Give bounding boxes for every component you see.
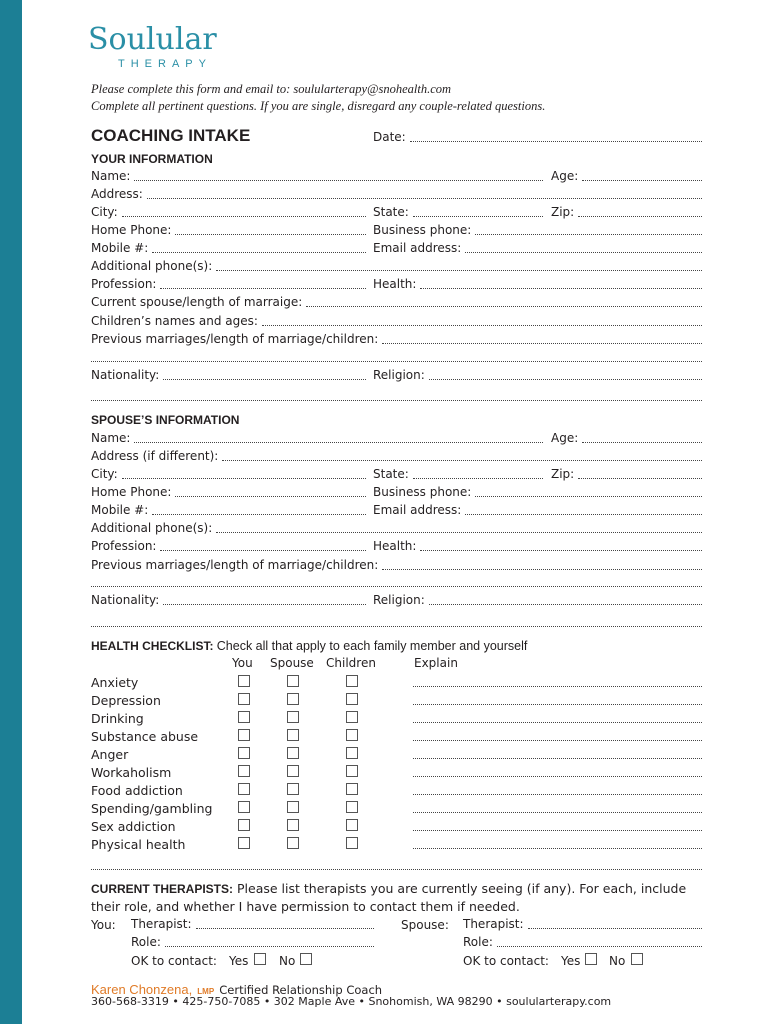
spouse-previous-marriages-label: Previous marriages/length of marriage/children:	[91, 558, 379, 572]
you-role-field[interactable]	[131, 935, 374, 950]
children-checkbox[interactable]	[346, 711, 358, 723]
children-checkbox[interactable]	[346, 801, 358, 813]
your-business-phone-field[interactable]	[373, 223, 702, 238]
you-checkbox[interactable]	[238, 837, 250, 849]
you-checkbox[interactable]	[238, 675, 250, 687]
col-spouse-header: Spouse	[270, 656, 314, 670]
condition-label: Depression	[91, 693, 161, 708]
section-divider	[91, 869, 702, 870]
your-zip-field[interactable]	[551, 205, 702, 220]
your-religion-label: Religion:	[373, 368, 425, 382]
you-ok-contact-label: OK to contact:	[131, 954, 217, 968]
condition-label: Physical health	[91, 837, 186, 852]
spouse-health-field[interactable]	[373, 539, 702, 554]
spouse-profession-field[interactable]	[91, 539, 366, 554]
spouse-name-field[interactable]	[91, 431, 543, 446]
spouse-address-label: Address (if different):	[91, 449, 219, 463]
your-previous-marriages-field[interactable]	[91, 332, 702, 347]
you-checkbox[interactable]	[238, 819, 250, 831]
your-address-label: Address:	[91, 187, 143, 201]
spouse-state-label: State:	[373, 467, 409, 481]
spouse-religion-field[interactable]	[373, 593, 702, 608]
spouse-business-phone-label: Business phone:	[373, 485, 472, 499]
spouse-checkbox[interactable]	[287, 729, 299, 741]
intro-line-2: Complete all pertinent questions. If you are single, disregard any couple-related questions.	[91, 99, 546, 113]
your-state-field[interactable]	[373, 205, 543, 220]
spouse-nationality-label: Nationality:	[91, 593, 160, 607]
side-accent-bar	[0, 0, 22, 1024]
your-mobile-field[interactable]	[91, 241, 366, 256]
condition-label: Drinking	[91, 711, 144, 726]
you-checkbox[interactable]	[238, 693, 250, 705]
spouse-additional-phone-label: Additional phone(s):	[91, 521, 213, 535]
explain-line[interactable]	[413, 722, 702, 723]
you-no-checkbox[interactable]	[300, 953, 312, 965]
you-no-label: No	[279, 954, 296, 968]
spouse-info-heading: SPOUSE’S INFORMATION	[91, 413, 240, 427]
your-zip-label: Zip:	[551, 205, 575, 219]
you-checkbox[interactable]	[238, 783, 250, 795]
children-checkbox[interactable]	[346, 765, 358, 777]
you-checkbox[interactable]	[238, 711, 250, 723]
you-role-label: Role:	[131, 935, 161, 949]
your-age-field[interactable]	[551, 169, 702, 184]
spouse-ok-contact-label: OK to contact:	[463, 954, 549, 968]
children-checkbox[interactable]	[346, 783, 358, 795]
your-city-field[interactable]	[91, 205, 366, 220]
spouse-religion-label: Religion:	[373, 593, 425, 607]
spouse-age-field[interactable]	[551, 431, 702, 446]
your-address-field[interactable]	[91, 187, 702, 202]
spouse-email-label: Email address:	[373, 503, 462, 517]
your-nationality-label: Nationality:	[91, 368, 160, 382]
spouse-checkbox[interactable]	[287, 819, 299, 831]
children-checkbox[interactable]	[346, 693, 358, 705]
your-home-phone-field[interactable]	[91, 223, 366, 238]
date-field[interactable]	[373, 130, 702, 145]
explain-line[interactable]	[413, 848, 702, 849]
spouse-business-phone-field[interactable]	[373, 485, 702, 500]
spouse-address-field[interactable]	[91, 449, 702, 464]
children-checkbox[interactable]	[346, 747, 358, 759]
condition-label: Sex addiction	[91, 819, 176, 834]
your-name-field[interactable]	[91, 169, 543, 184]
spouse-no-checkbox[interactable]	[631, 953, 643, 965]
spouse-zip-label: Zip:	[551, 467, 575, 481]
children-checkbox[interactable]	[346, 819, 358, 831]
section-divider	[91, 400, 702, 401]
your-previous-extra-line[interactable]	[91, 361, 702, 362]
spouse-profession-label: Profession:	[91, 539, 157, 553]
your-email-field[interactable]	[373, 241, 702, 256]
your-info-heading: YOUR INFORMATION	[91, 152, 213, 166]
spouse-checkbox[interactable]	[287, 837, 299, 849]
spouse-email-field[interactable]	[373, 503, 702, 518]
footer-title: Certified Relationship Coach	[219, 983, 383, 997]
health-checklist-heading	[91, 639, 527, 653]
soulular-logo	[88, 22, 218, 74]
condition-label: Anger	[91, 747, 129, 762]
spouse-therapist-field[interactable]	[463, 917, 702, 932]
logo-sub-text: THERAPY	[118, 58, 212, 70]
footer-contact: 360-568-3319 • 425-750-7085 • 302 Maple Ave • Snohomish, WA 98290 • soulularterapy.com	[91, 995, 612, 1008]
spouse-mobile-label: Mobile #:	[91, 503, 149, 517]
spouse-therapist-label: Therapist:	[463, 917, 524, 931]
your-nationality-field[interactable]	[91, 368, 366, 383]
your-business-phone-label: Business phone:	[373, 223, 472, 237]
spouse-mobile-field[interactable]	[91, 503, 366, 518]
your-profession-label: Profession:	[91, 277, 157, 291]
your-email-label: Email address:	[373, 241, 462, 255]
your-mobile-label: Mobile #:	[91, 241, 149, 255]
spouse-home-phone-field[interactable]	[91, 485, 366, 500]
condition-label: Food addiction	[91, 783, 183, 798]
your-profession-field[interactable]	[91, 277, 366, 292]
you-label: You:	[91, 918, 116, 932]
your-name-label: Name:	[91, 169, 131, 183]
page-title: COACHING INTAKE	[91, 126, 251, 145]
spouse-nationality-field[interactable]	[91, 593, 366, 608]
spouse-checkbox[interactable]	[287, 693, 299, 705]
your-children-field[interactable]	[91, 314, 702, 329]
spouse-previous-extra-line[interactable]	[91, 586, 702, 587]
spouse-yes-label: Yes	[561, 954, 581, 968]
spouse-zip-field[interactable]	[551, 467, 702, 482]
your-spouse-length-label: Current spouse/length of marraige:	[91, 295, 303, 309]
you-therapist-field[interactable]	[131, 917, 374, 932]
your-health-label: Health:	[373, 277, 417, 291]
therapists-intro	[91, 880, 702, 916]
condition-label: Substance abuse	[91, 729, 199, 744]
you-checkbox[interactable]	[238, 801, 250, 813]
spouse-checkbox[interactable]	[287, 801, 299, 813]
spouse-age-label: Age:	[551, 431, 579, 445]
explain-line[interactable]	[413, 794, 702, 795]
you-checkbox[interactable]	[238, 729, 250, 741]
spouse-checkbox[interactable]	[287, 711, 299, 723]
explain-line[interactable]	[413, 830, 702, 831]
spouse-checkbox[interactable]	[287, 783, 299, 795]
section-divider	[91, 626, 702, 627]
explain-line[interactable]	[413, 812, 702, 813]
spouse-no-label: No	[609, 954, 626, 968]
spouse-city-field[interactable]	[91, 467, 366, 482]
your-additional-phone-field[interactable]	[91, 259, 702, 274]
explain-line[interactable]	[413, 758, 702, 759]
spouse-checkbox[interactable]	[287, 747, 299, 759]
you-therapist-label: Therapist:	[131, 917, 192, 931]
you-yes-label: Yes	[229, 954, 249, 968]
spouse-previous-marriages-field[interactable]	[91, 558, 702, 573]
spouse-checkbox[interactable]	[287, 675, 299, 687]
col-children-header: Children	[326, 656, 376, 670]
your-religion-field[interactable]	[373, 368, 702, 383]
explain-line[interactable]	[413, 686, 702, 687]
col-explain-header: Explain	[414, 656, 458, 670]
you-yes-checkbox[interactable]	[254, 953, 266, 965]
your-age-label: Age:	[551, 169, 579, 183]
footer-name: Karen Chonzena,	[91, 982, 193, 997]
your-home-phone-label: Home Phone:	[91, 223, 172, 237]
health-heading-label: HEALTH CHECKLIST:	[91, 639, 214, 653]
therapists-text: Please list therapists you are currently seeing (if any). For each, include their role, and whether I have permission to contact them if needed.	[91, 881, 687, 914]
spouse-name-label: Name:	[91, 431, 131, 445]
health-subheading: Check all that apply to each family member and yourself	[216, 639, 528, 653]
date-label: Date:	[373, 130, 406, 144]
children-checkbox[interactable]	[346, 675, 358, 687]
condition-label: Spending/gambling	[91, 801, 213, 816]
your-additional-phone-label: Additional phone(s):	[91, 259, 213, 273]
spouse-label: Spouse:	[401, 918, 449, 932]
your-spouse-length-field[interactable]	[91, 295, 702, 310]
children-checkbox[interactable]	[346, 837, 358, 849]
your-previous-marriages-label: Previous marriages/length of marriage/children:	[91, 332, 379, 346]
spouse-role-label: Role:	[463, 935, 493, 949]
spouse-health-label: Health:	[373, 539, 417, 553]
explain-line[interactable]	[413, 776, 702, 777]
your-health-field[interactable]	[373, 277, 702, 292]
spouse-yes-checkbox[interactable]	[585, 953, 597, 965]
your-state-label: State:	[373, 205, 409, 219]
explain-line[interactable]	[413, 740, 702, 741]
therapists-heading: CURRENT THERAPISTS:	[91, 882, 234, 896]
logo-main-text: Soulular	[88, 22, 217, 57]
spouse-city-label: City:	[91, 467, 118, 481]
your-children-label: Children’s names and ages:	[91, 314, 258, 328]
you-checkbox[interactable]	[238, 765, 250, 777]
footer-credential: LMP	[197, 987, 215, 996]
condition-label: Anxiety	[91, 675, 139, 690]
spouse-role-field[interactable]	[463, 935, 702, 950]
spouse-additional-phone-field[interactable]	[91, 521, 702, 536]
spouse-home-phone-label: Home Phone:	[91, 485, 172, 499]
you-checkbox[interactable]	[238, 747, 250, 759]
spouse-checkbox[interactable]	[287, 765, 299, 777]
spouse-state-field[interactable]	[373, 467, 543, 482]
children-checkbox[interactable]	[346, 729, 358, 741]
explain-line[interactable]	[413, 704, 702, 705]
intro-line-1: Please complete this form and email to: soulularterapy@snohealth.com	[91, 82, 452, 96]
condition-label: Workaholism	[91, 765, 172, 780]
col-you-header: You	[232, 656, 253, 670]
your-city-label: City:	[91, 205, 118, 219]
